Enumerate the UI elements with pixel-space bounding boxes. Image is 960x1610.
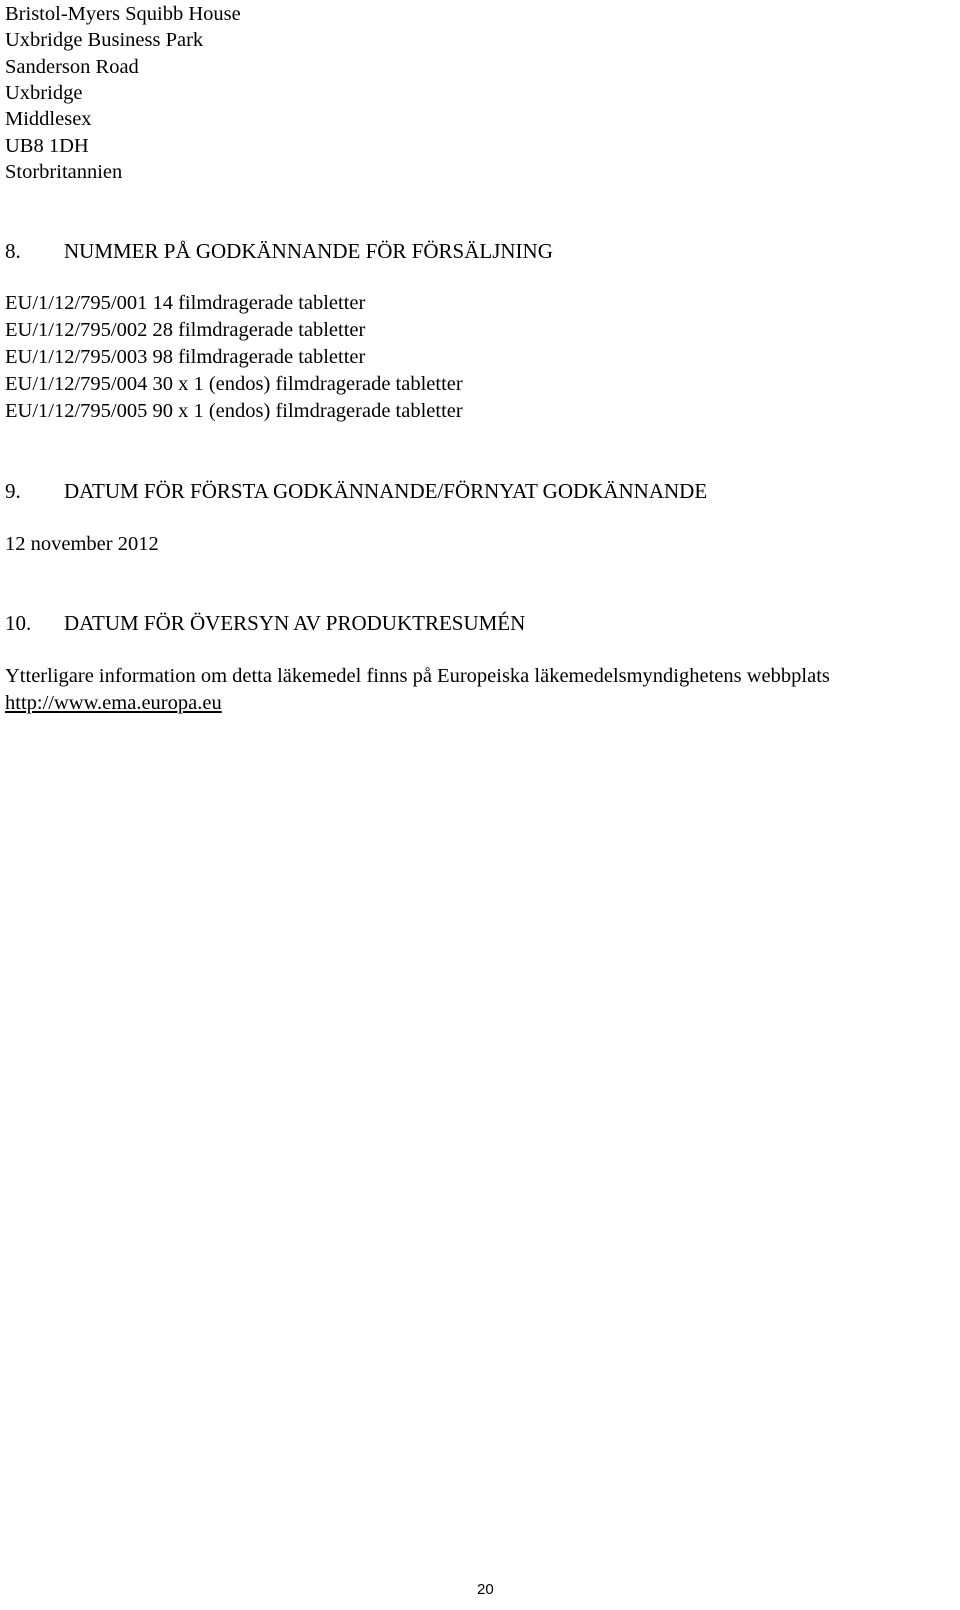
section-title: NUMMER PÅ GODKÄNNANDE FÖR FÖRSÄLJNING xyxy=(64,239,553,263)
list-item: EU/1/12/795/005 90 x 1 (endos) filmdragerade tabletter xyxy=(5,400,463,422)
section-9-heading xyxy=(5,481,707,502)
list-item: EU/1/12/795/004 30 x 1 (endos) filmdragerade tabletter xyxy=(5,373,463,395)
section-number: 9. xyxy=(5,479,21,503)
section-10-heading xyxy=(5,613,525,634)
address-line: UB8 1DH xyxy=(5,135,89,157)
address-line: Storbritannien xyxy=(5,161,123,183)
ema-website-link[interactable]: http://www.ema.europa.eu xyxy=(5,692,222,714)
further-information-text: Ytterligare information om detta läkemedel finns på Europeiska läkemedelsmyndighetens webbplats xyxy=(5,665,830,687)
address-line: Bristol-Myers Squibb House xyxy=(5,3,241,25)
list-item: EU/1/12/795/003 98 filmdragerade tabletter xyxy=(5,346,366,368)
section-8-heading xyxy=(5,241,553,262)
address-line: Uxbridge Business Park xyxy=(5,29,204,51)
list-item: EU/1/12/795/001 14 filmdragerade tabletter xyxy=(5,292,366,314)
address-line: Sanderson Road xyxy=(5,56,139,78)
section-number: 10. xyxy=(5,611,32,635)
authorisation-date: 12 november 2012 xyxy=(5,533,159,555)
section-title: DATUM FÖR FÖRSTA GODKÄNNANDE/FÖRNYAT GODKÄNNANDE xyxy=(64,479,708,503)
section-title: DATUM FÖR ÖVERSYN AV PRODUKTRESUMÉN xyxy=(64,611,526,635)
address-line: Middlesex xyxy=(5,108,92,130)
page-number: 20 xyxy=(477,1581,494,1598)
list-item: EU/1/12/795/002 28 filmdragerade tabletter xyxy=(5,319,366,341)
address-line: Uxbridge xyxy=(5,82,83,104)
section-number: 8. xyxy=(5,239,21,263)
